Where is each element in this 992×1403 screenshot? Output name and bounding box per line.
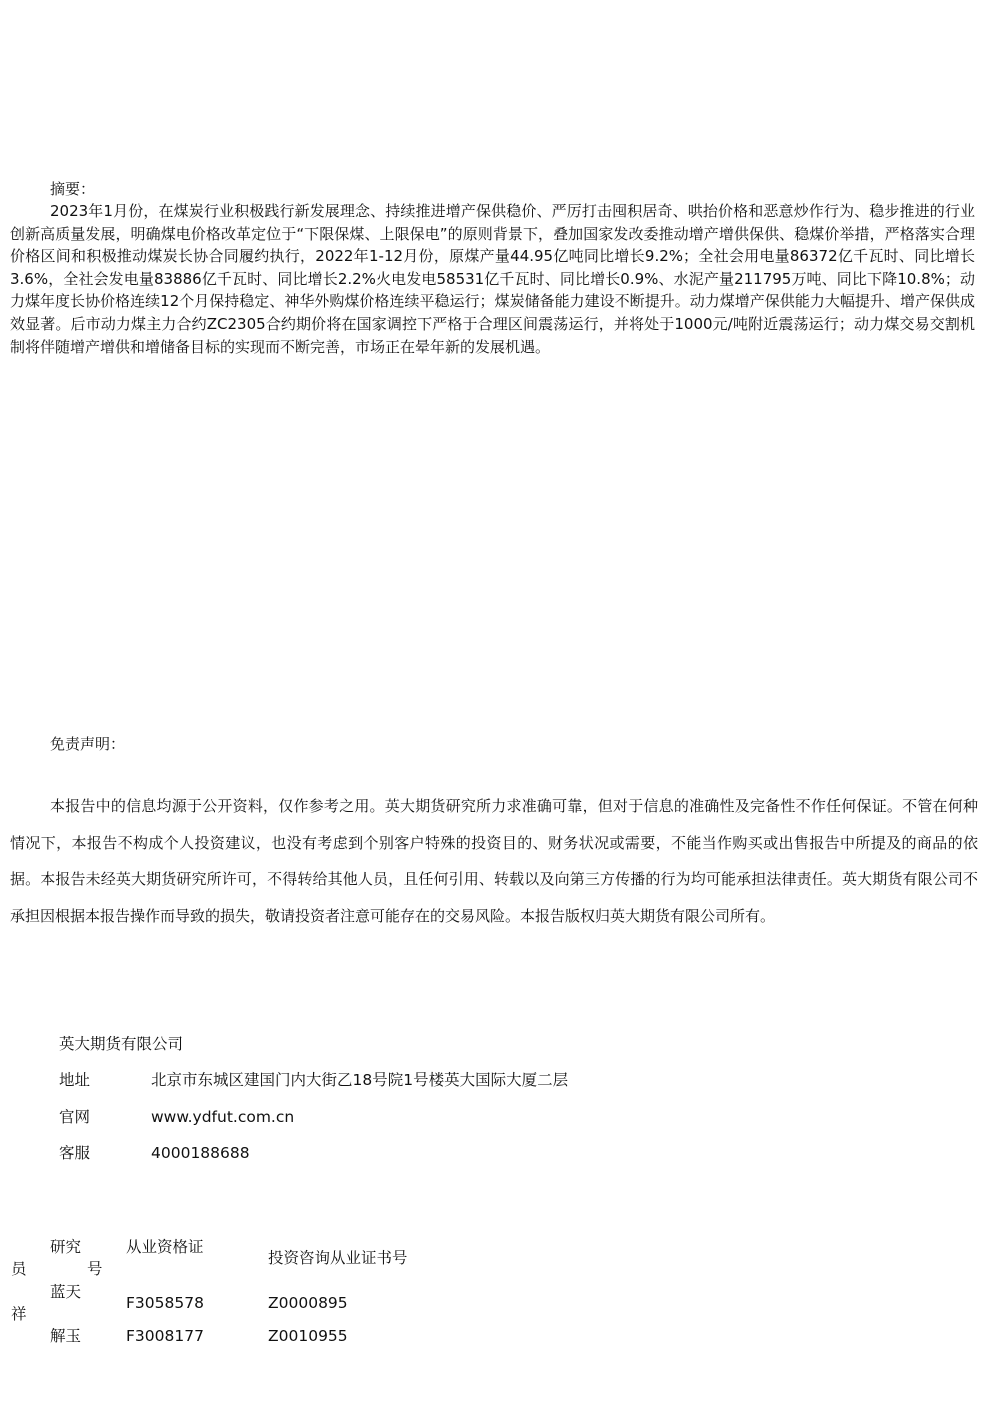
header-license-part1: 从业资格证 <box>126 1238 204 1256</box>
disclaimer-heading: 免责声明： <box>50 735 126 753</box>
service-phone: 4000188688 <box>151 1144 250 1162</box>
researcher-name-part1: 解玉 <box>50 1327 82 1345</box>
header-license-part2: 号 <box>87 1260 103 1278</box>
header-researcher-part1: 研究 <box>50 1238 82 1256</box>
address-value: 北京市东城区建国门内大街乙18号院1号楼英大国际大厦二层 <box>151 1071 569 1089</box>
header-researcher-part2: 员 <box>11 1260 27 1278</box>
researcher-license: F3008177 <box>126 1327 204 1345</box>
researcher-name-part2: 祥 <box>11 1305 27 1323</box>
service-label: 客服 <box>59 1144 91 1162</box>
abstract-heading: 摘要： <box>50 180 96 198</box>
researcher-consult-number: Z0010955 <box>268 1327 348 1345</box>
researcher-consult-number: Z0000895 <box>268 1294 348 1312</box>
website-label: 官网 <box>59 1108 91 1126</box>
header-consult-number: 投资咨询从业证书号 <box>268 1249 408 1267</box>
abstract-body: 2023年1月份，在煤炭行业积极践行新发展理念、持续推进增产保供稳价、严厉打击囤积居奇、哄抬价格和恶意炒作行为、稳步推进的行业创新高质量发展，明确煤电价格改革定位于“下限保煤、上限保电”的原则背景下，叠加国家发改委推动增产增供保供、稳煤价举措，严格落实合理价格区间和积极推动煤炭长协合同履约执行，2022年1-12月份，原煤产量44.95亿吨同比增长9.2%；全社会用电量86372亿千瓦时、同比增长3.6%，全社会发电量83886亿千瓦时、同比增长2.2%火电发电58531亿千瓦时、同比增长0.9%、水泥产量211795万吨、同比下降10.8%；动力煤年度长协价格连续12个月保持稳定、神华外购煤价格连续平稳运行；煤炭储备能力建设不断提升。动力煤增产保供能力大幅提升、增产保供成效显著。后市动力煤主力合约ZC2305合约期价将在国家调控下严格于合理区间震荡运行，并将处于1000元/吨附近震荡运行；动力煤交易交割机制将伴随增产增供和增储备目标的实现而不断完善，市场正在晕年新的发展机遇。 <box>10 202 975 356</box>
researcher-name-part1: 蓝天 <box>50 1283 82 1301</box>
address-label: 地址 <box>59 1071 91 1089</box>
researcher-license: F3058578 <box>126 1294 204 1312</box>
website-link[interactable]: www.ydfut.com.cn <box>151 1108 295 1126</box>
disclaimer-body: 本报告中的信息均源于公开资料，仅作参考之用。英大期货研究所力求准确可靠，但对于信息的准确性及完备性不作任何保证。不管在何种情况下，本报告不构成个人投资建议，也没有考虑到个别客户特殊的投资目的、财务状况或需要，不能当作购买或出售报告中所提及的商品的依据。本报告未经英大期货研究所许可，不得转给其他人员，且任何引用、转载以及向第三方传播的行为均可能承担法律责任。英大期货有限公司不承担因根据本报告操作而导致的损失，敬请投资者注意可能存在的交易风险。本报告版权归英大期货有限公司所有。 <box>10 797 978 925</box>
company-name: 英大期货有限公司 <box>59 1035 184 1053</box>
